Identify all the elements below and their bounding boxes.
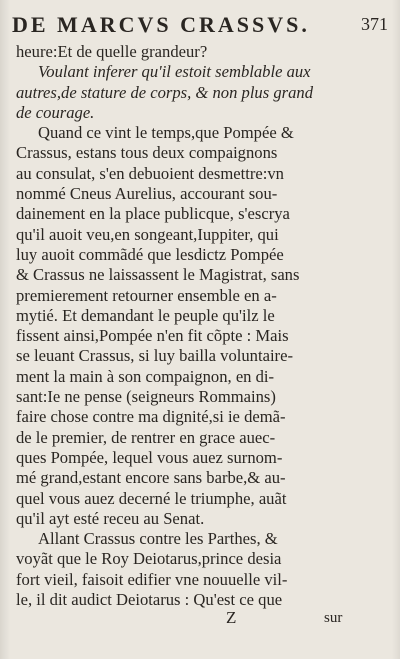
running-head [12,10,388,38]
text-line: de le premier, de rentrer en grace auec- [16,427,276,447]
text-line: autres,de stature de corps, & non plus grand [16,82,313,102]
signature-mark: Z [226,608,237,627]
text-line: heure:Et de quelle grandeur? [16,42,208,61]
text-line: & Crassus ne laissassent le Magistrat, sans [16,265,300,285]
text-line: premierement retourner ensemble en a- [16,285,277,305]
text-line: qu'il auoit veu,en songeant,Iuppiter, qui [16,224,279,244]
text-line: dainement en la place publicque, s'escrya [16,204,290,224]
text-line: de courage. [16,102,95,122]
body-text [16,42,376,610]
catchword: sur [324,610,343,626]
text-line: fissent ainsi,Pompée n'en fit cõpte : Mais [16,326,289,346]
gutter-shadow [0,0,10,659]
text-line: ques Pompée, lequel vous auez surnom- [16,447,283,467]
text-line: ment la main à son compaignon, en di- [16,366,275,386]
edge-shadow [392,0,400,659]
text-line: Allant Crassus contre les Parthes, & [38,529,278,549]
text-line: fort vieil, faisoit edifier vne nouuelle vil- [16,569,288,589]
text-line: mytié. Et demandant le peuple qu'ilz le [16,305,275,325]
page-number: 371 [361,14,388,34]
text-line: voyãt que le Roy Deiotarus,prince desia [16,549,282,569]
text-line: Voulant inferer qu'il estoit semblable aux [38,62,311,82]
text-line: au consulat, s'en debuoient desmettre:vn [16,163,284,183]
text-line: nommé Cneus Aurelius, accourant sou- [16,184,278,204]
text-line: quel vous auez decerné le triumphe, auãt [16,488,287,508]
running-title: DE MARCVS CRASSVS. [12,12,310,37]
text-line: le, il dit audict Deiotarus : Qu'est ce que [16,590,283,610]
text-line: Quand ce vint le temps,que Pompée & [38,123,294,143]
text-line: faire chose contre ma dignité,si ie demã- [16,407,286,427]
text-line: mé grand,estant encore sans barbe,& au- [16,468,286,488]
text-line: Crassus, estans tous deux compaignons [16,143,278,163]
text-line: luy auoit commãdé que lesdictz Pompée [16,244,284,264]
text-line: se leuant Crassus, si luy bailla voluntaire- [16,346,293,366]
text-line: sant:Ie ne pense (seigneurs Rommains) [16,387,276,407]
text-line: qu'il ayt esté receu au Senat. [16,508,205,528]
